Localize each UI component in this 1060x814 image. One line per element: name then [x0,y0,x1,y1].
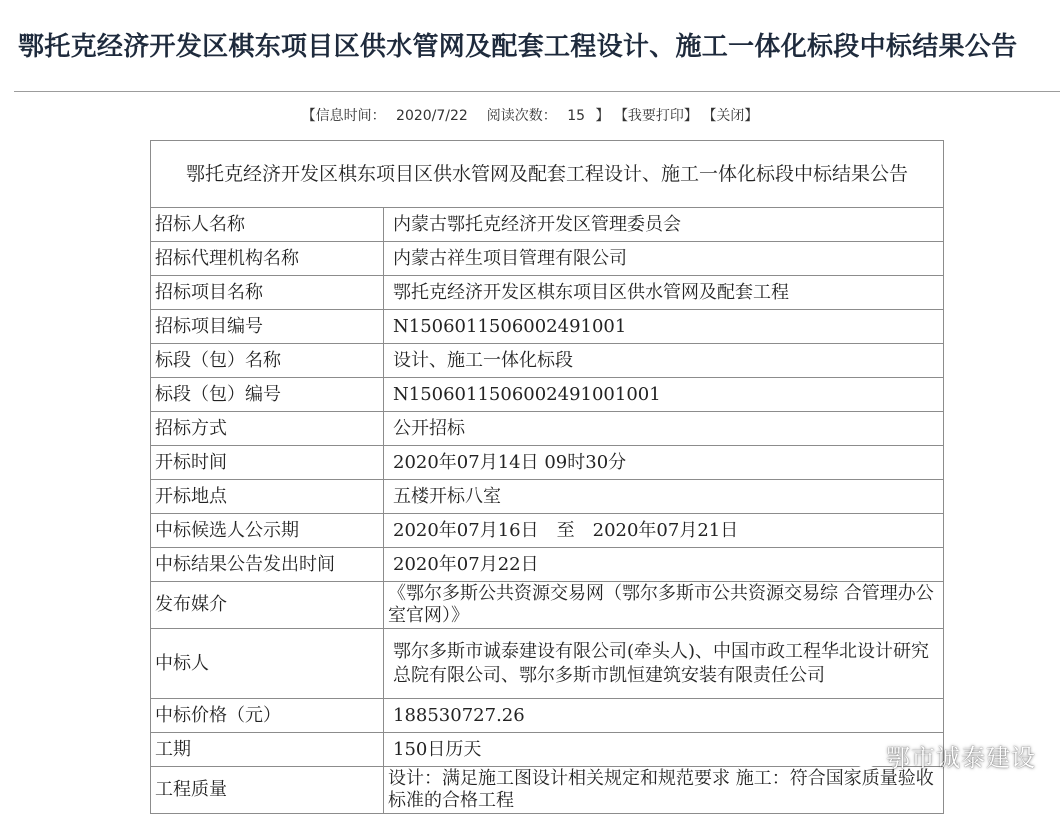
table-row [151,480,944,514]
row-label: 发布媒介 [151,582,384,629]
page-title: 鄂托克经济开发区棋东项目区供水管网及配套工程设计、施工一体化标段中标结果公告 [18,32,1018,62]
table-row [151,310,944,344]
info-bar [0,104,1060,128]
table-row [151,208,944,242]
close-link[interactable]: 【关闭】 [702,108,759,124]
notice-table [150,140,944,814]
row-label: 开标时间 [151,446,384,480]
table-row [151,378,944,412]
table-row [151,276,944,310]
row-label: 工期 [151,733,384,767]
table-row [151,582,944,629]
title-divider [14,91,1060,92]
row-value: 内蒙古鄂托克经济开发区管理委员会 [384,208,944,242]
table-row [151,344,944,378]
row-value: 五楼开标八室 [384,480,944,514]
row-label: 中标结果公告发出时间 [151,548,384,582]
info-time-value: 2020/7/22 [396,108,468,124]
info-time-label: 【信息时间： [301,108,386,124]
row-label: 中标候选人公示期 [151,514,384,548]
row-label: 招标代理机构名称 [151,242,384,276]
row-value: 2020年07月14日 09时30分 [384,446,944,480]
row-value: 《鄂尔多斯公共资源交易网（鄂尔多斯市公共资源交易综 合管理办公室官网）》 [384,582,944,629]
watermark-text: 鄂市诚泰建设 [886,743,1036,772]
row-value: 188530727.26 [384,699,944,733]
row-label: 招标项目名称 [151,276,384,310]
row-label: 标段（包）编号 [151,378,384,412]
row-label: 开标地点 [151,480,384,514]
wechat-watermark [842,738,1036,772]
table-heading: 鄂托克经济开发区棋东项目区供水管网及配套工程设计、施工一体化标段中标结果公告 [151,141,944,208]
table-row [151,733,944,767]
row-value: N1506011506002491001001 [384,378,944,412]
table-row [151,242,944,276]
info-reads-label: 阅读次数： [486,108,557,124]
notice-table-container [150,140,943,814]
row-label: 中标价格（元） [151,699,384,733]
table-row [151,699,944,733]
table-row [151,446,944,480]
table-row [151,412,944,446]
table-row [151,767,944,814]
row-label: 中标人 [151,629,384,699]
table-row [151,548,944,582]
row-value: 内蒙古祥生项目管理有限公司 [384,242,944,276]
row-label: 招标人名称 [151,208,384,242]
row-label: 招标方式 [151,412,384,446]
row-value: 鄂尔多斯市诚泰建设有限公司(牵头人)、中国市政工程华北设计研究总院有限公司、鄂尔多斯市凯恒建筑安装有限责任公司 [384,629,944,699]
row-value: N1506011506002491001 [384,310,944,344]
table-row [151,629,944,699]
row-value: 2020年07月22日 [384,548,944,582]
print-link[interactable]: 【我要打印】 [613,108,698,124]
row-value: 设计：满足施工图设计相关规定和规范要求 施工：符合国家质量验收标准的合格工程 [384,767,944,814]
info-reads-value: 15 [567,108,586,124]
row-value: 鄂托克经济开发区棋东项目区供水管网及配套工程 [384,276,944,310]
wechat-icon [842,740,878,770]
row-value: 设计、施工一体化标段 [384,344,944,378]
row-label: 标段（包）名称 [151,344,384,378]
table-row [151,514,944,548]
row-label: 工程质量 [151,767,384,814]
row-value: 150日历天 [384,733,944,767]
row-label: 招标项目编号 [151,310,384,344]
row-value: 2020年07月16日 至 2020年07月21日 [384,514,944,548]
row-value: 公开招标 [384,412,944,446]
info-reads-close: 】 [595,108,610,124]
